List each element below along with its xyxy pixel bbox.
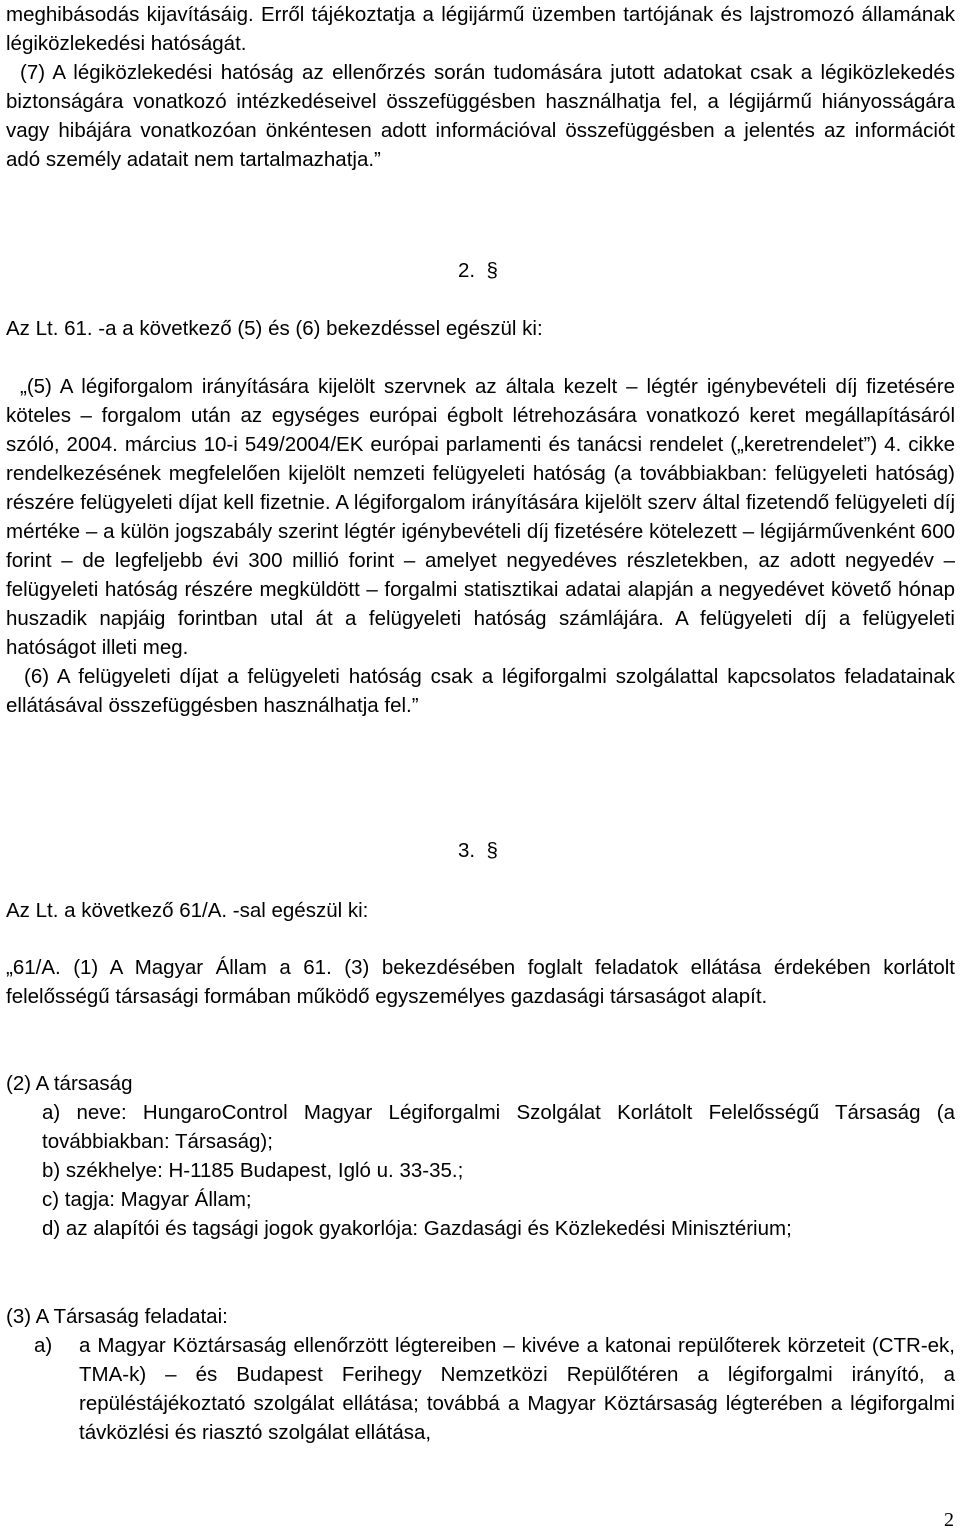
- paragraph-5: „(5) A légiforgalom irányítására kijelölt szervnek az általa kezelt – légtér igénybevételi díj fizetésére köteles – forgalom után az egységes európai égbolt létrehozására vonatkozó keret megállapításáról szóló, 2004. március 10-i 549/2004/EK európai parlamenti és tanácsi rendelet („keretrendelet”) 4. cikke rendelkezésének megfelelően kijelölt nemzeti felügyeleti hatóság (a továbbiakban: felügyeleti hatóság) részére felügyeleti díjat kell fizetnie. A légiforgalom irányítására kijelölt szerv által fizetendő felügyeleti díj mértéke – a külön jogszabály szerint légtér igénybevételi díj fizetésére kötelezett – légijárművenként 600 forint – de legfeljebb évi 300 millió forint – amelyet negyedéves részletekben, az adott negyedév – felügyeleti hatóság részére megküldött – forgalmi statisztikai adatai alapján a negyedévet követő hónap huszadik napjáig forintban utal át a felügyeleti hatóság számlájára. A felügyeleti díj a felügyeleti hatóságot illeti meg.: [6, 375, 955, 659]
- paragraph-continuation: meghibásodás kijavításáig. Erről tájékoztatja a légijármű üzemben tartójának és lajstromozó államának légiközlekedési hatóságát.: [6, 3, 955, 55]
- section-3-intro: Az Lt. a következő 61/A. -sal egészül ki:: [6, 899, 369, 922]
- paragraph-7: (7) A légiközlekedési hatóság az ellenőrzés során tudomására jutott adatokat csak a légiközlekedés biztonságára vonatkozó intézkedéseivel összefüggésben használhatja fel, a légijármű hiányosságára vagy hibájára vonatkozóan önkéntesen adott információval összefüggésben a jelentés az információt adó személy adatait nem tartalmazhatja.”: [6, 61, 955, 171]
- page-number: 2: [944, 1509, 954, 1531]
- section-3-intro-block: [6, 896, 955, 925]
- section-number: 3.: [458, 839, 476, 862]
- list-item: b) székhelye: H-1185 Budapest, Igló u. 33-35.;: [42, 1159, 464, 1182]
- section-number: 2.: [458, 259, 476, 282]
- section-2-intro: Az Lt. 61. -a a következő (5) és (6) bekezdéssel egészül ki:: [6, 317, 543, 340]
- section-2-heading: [458, 256, 498, 285]
- paragraph-61a-1: „61/A. (1) A Magyar Állam a 61. (3) bekezdésében foglalt feladatok ellátása érdekében korlátolt felelősségű társasági formában működő egyszemélyes gazdasági társaságot alapít.: [6, 956, 955, 1008]
- paragraph-top: [6, 0, 955, 174]
- paragraph-2-heading: (2) A társaság: [6, 1072, 133, 1095]
- list-label: a): [34, 1334, 53, 1357]
- section-sign-icon: §: [480, 839, 498, 862]
- paragraph-3-block: [6, 1302, 955, 1447]
- paragraph-5-block: [6, 372, 955, 720]
- section-2-intro-block: [6, 314, 955, 343]
- paragraph-2-block: [6, 1069, 955, 1243]
- section-3-heading: [458, 836, 498, 865]
- paragraph-61a-block: [6, 953, 955, 1011]
- list-item: a) neve: HungaroControl Magyar Légiforgalmi Szolgálat Korlátolt Felelősségű Társaság (a továbbiakban: Társaság);: [42, 1101, 955, 1153]
- company-details-list: [6, 1098, 955, 1243]
- list-item: c) tagja: Magyar Állam;: [42, 1188, 252, 1211]
- paragraph-3-heading: (3) A Társaság feladatai:: [6, 1305, 228, 1328]
- paragraph-6: (6) A felügyeleti díjat a felügyeleti hatóság csak a légiforgalmi szolgálattal kapcsolatos feladatainak ellátásával összefüggésben használhatja fel.”: [6, 665, 955, 717]
- list-item: [6, 1331, 955, 1447]
- list-item: d) az alapítói és tagsági jogok gyakorlója: Gazdasági és Közlekedési Minisztérium;: [42, 1217, 792, 1240]
- list-text: a Magyar Köztársaság ellenőrzött légtereiben – kivéve a katonai repülőterek körzeteit (CTR-ek, TMA-k) – és Budapest Ferihegy Nemzetközi Repülőtéren a légiforgalmi irányító, a repüléstájékoztató szolgálat ellátása; továbbá a Magyar Köztársaság légterében a légiforgalmi távközlési és riasztó szolgálat ellátása,: [79, 1334, 955, 1444]
- section-sign-icon: §: [480, 259, 498, 282]
